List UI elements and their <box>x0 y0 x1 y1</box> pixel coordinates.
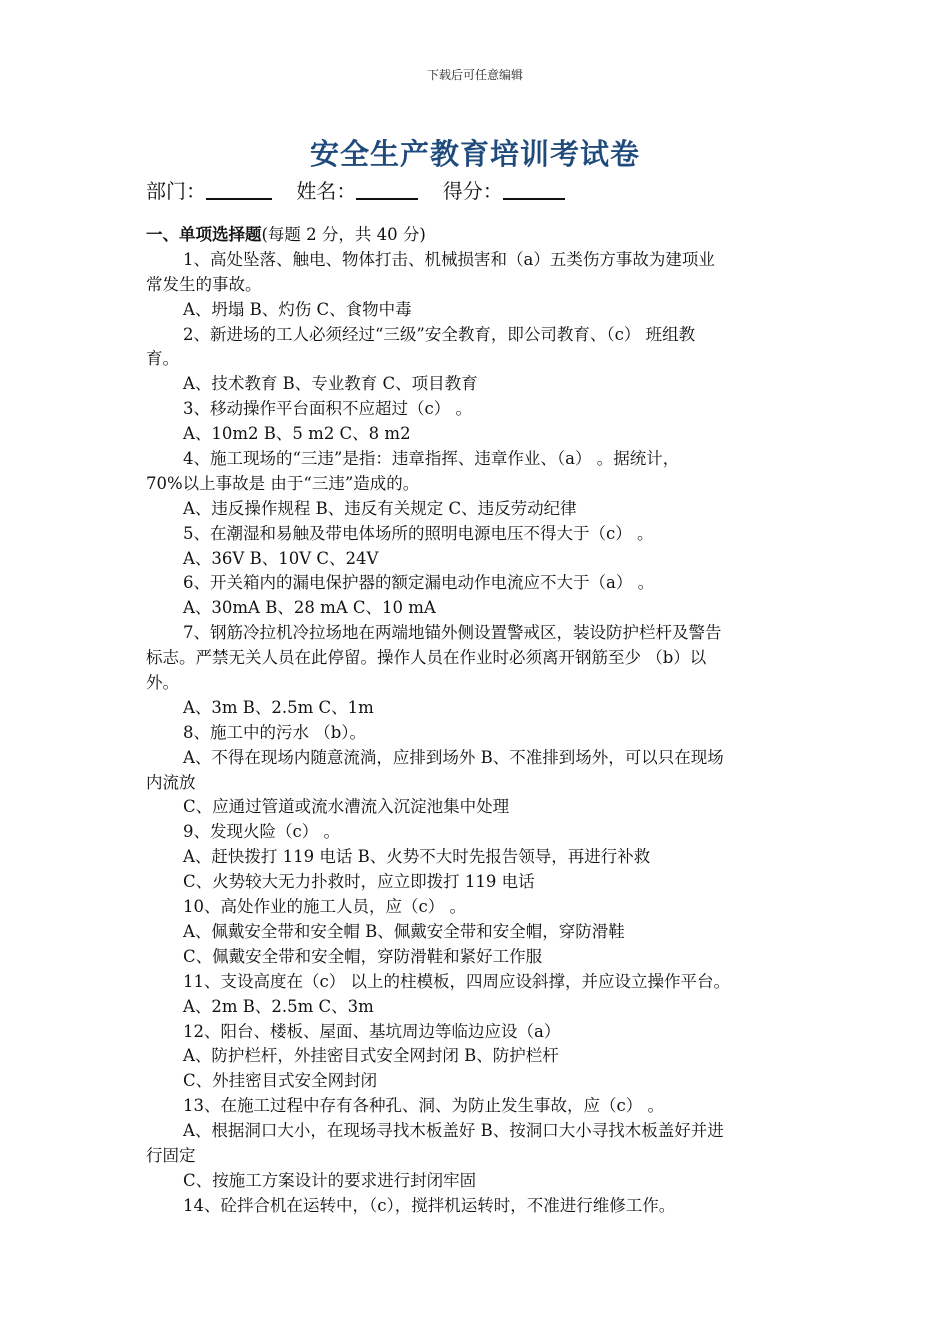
question-line: A、违反操作规程 B、违反有关规定 C、违反劳动纪律 <box>183 498 577 518</box>
question-line: C、外挂密目式安全网封闭 <box>183 1071 378 1091</box>
question-line: 4、施工现场的“三违”是指：违章指挥、违章作业、（a） 。据统计， <box>183 449 680 469</box>
question-line: 6、开关箱内的漏电保护器的额定漏电动作电流应不大于（a） 。 <box>183 573 655 593</box>
question-line: A、技术教育 B、专业教育 C、项目教育 <box>183 374 478 394</box>
question-line: A、30mA B、28 mA C、10 mA <box>183 598 436 618</box>
question-line: A、3m B、2.5m C、1m <box>183 697 374 717</box>
question-line: A、佩戴安全带和安全帽 B、佩戴安全带和安全帽，穿防滑鞋 <box>183 921 625 941</box>
question-line: A、10m2 B、5 m2 C、8 m2 <box>183 424 411 444</box>
department-blank[interactable] <box>206 180 272 200</box>
question-line: 10、高处作业的施工人员，应（c） 。 <box>183 897 466 917</box>
question-line: A、36V B、10V C、24V <box>183 548 379 568</box>
question-line: 标志。严禁无关人员在此停留。操作人员在作业时必须离开钢筋至少 （b）以 <box>146 648 707 668</box>
question-line: 5、在潮湿和易触及带电体场所的照明电源电压不得大于（c） 。 <box>183 523 654 543</box>
section-heading <box>146 223 816 248</box>
section-note: (每题 2 分，共 40 分) <box>261 225 426 244</box>
field-label-name: 姓名： <box>296 179 357 203</box>
question-line: A、根据洞口大小，在现场寻找木板盖好 B、按洞口大小寻找木板盖好并进 <box>183 1121 724 1141</box>
question-line: 3、移动操作平台面积不应超过（c） 。 <box>183 399 472 419</box>
question-line: 育。 <box>146 349 179 369</box>
question-line: 70%以上事故是 由于“三违”造成的。 <box>146 473 420 493</box>
question-line: A、赶快拨打 119 电话 B、火势不大时先报告领导，再进行补救 <box>183 847 651 867</box>
question-line: 13、在施工过程中存有各种孔、洞、为防止发生事故，应（c） 。 <box>183 1096 664 1116</box>
question-line: A、防护栏杆，外挂密目式安全网封闭 B、防护栏杆 <box>183 1046 559 1066</box>
exam-content <box>146 223 816 1219</box>
question-line: 9、发现火险（c） 。 <box>183 822 340 842</box>
question-line: C、火势较大无力扑救时，应立即拨打 119 电话 <box>183 872 535 892</box>
question-line: C、佩戴安全带和安全帽，穿防滑鞋和紧好工作服 <box>183 946 543 966</box>
question-line: 8、施工中的污水 （b）。 <box>183 722 367 742</box>
question-line: 外。 <box>146 673 179 693</box>
question-line: 1、高处坠落、触电、物体打击、机械损害和（a）五类伤方事故为建项业 <box>183 249 715 269</box>
page-title: 安全生产教育培训考试卷 <box>309 137 640 171</box>
question-line: C、按施工方案设计的要求进行封闭牢固 <box>183 1170 477 1190</box>
score-blank[interactable] <box>503 180 565 200</box>
question-line: 行固定 <box>146 1145 196 1165</box>
question-line: 11、支设高度在（c） 以上的柱模板，四周应设斜撑，并应设立操作平台。 <box>183 971 730 991</box>
question-line: 7、钢筋冷拉机冷拉场地在两端地锚外侧设置警戒区，装设防护栏杆及警告 <box>183 623 722 643</box>
field-label-department: 部门： <box>146 179 206 203</box>
question-line: A、坍塌 B、灼伤 C、食物中毒 <box>183 299 412 319</box>
section-title: 一、单项选择题 <box>146 225 262 244</box>
question-line: 内流放 <box>146 772 196 792</box>
header-note: 下载后可任意编辑 <box>426 68 523 82</box>
question-line: C、应通过管道或流水漕流入沉淀池集中处理 <box>183 797 510 817</box>
info-fields <box>146 175 583 204</box>
name-blank[interactable] <box>356 180 418 200</box>
question-line: 12、阳台、楼板、屋面、基坑周边等临边应设（a） <box>183 1021 561 1041</box>
question-line: 常发生的事故。 <box>146 274 262 294</box>
question-line: 14、砼拌合机在运转中，（c），搅拌机运转时，不准进行维修工作。 <box>183 1195 676 1215</box>
question-line: 2、新进场的工人必须经过“三级”安全教育，即公司教育、（c） 班组教 <box>183 324 696 344</box>
question-line: A、2m B、2.5m C、3m <box>183 996 374 1016</box>
question-line: A、不得在现场内随意流淌，应排到场外 B、不准排到场外，可以只在现场 <box>183 747 724 767</box>
field-label-score: 得分： <box>442 179 503 203</box>
